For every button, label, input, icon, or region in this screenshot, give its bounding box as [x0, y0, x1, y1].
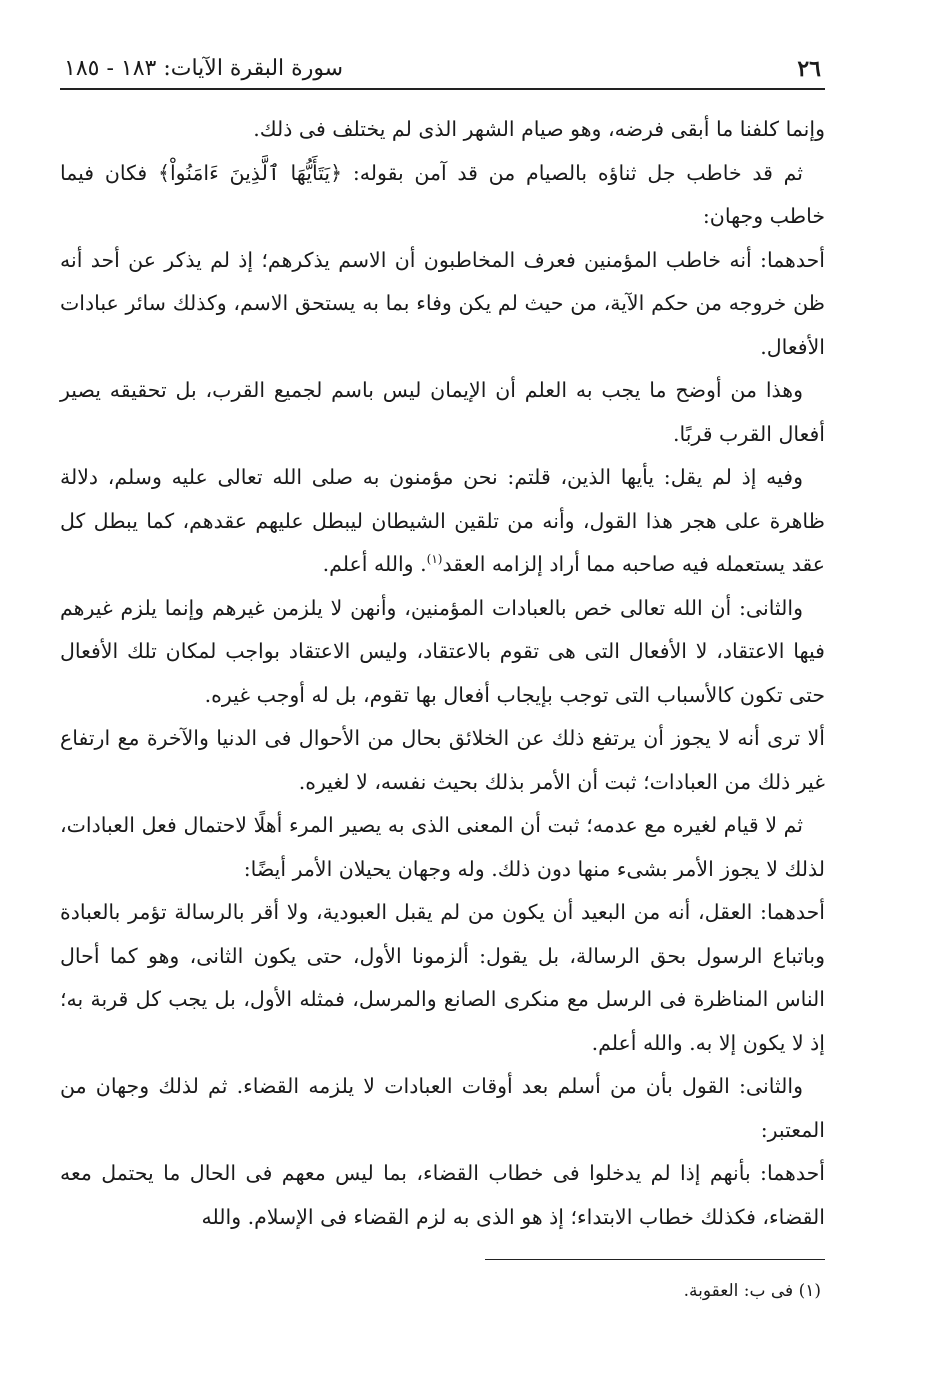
paragraph: أحدهما: أنه خاطب المؤمنين فعرف المخاطبون أن الاسم يذكرهم؛ إذ لم يذكر عن أحد أنه ظن خروجه من حكم الآية، من حيث لم يكن وفاء بما به يستحق الاسم، وكذلك سائر عبادات الأفعال.	[60, 247, 825, 359]
running-title: سورة البقرة الآيات: ١٨٣ - ١٨٥	[64, 56, 344, 81]
paragraph-tail: . والله أعلم.	[322, 552, 427, 577]
paragraph: ألا ترى أنه لا يجوز أن يرتفع ذلك عن الخلائق بحال من الأحوال فى الدنيا والآخرة مع ارتفاع غير ذلك من العبادات؛ ثبت أن الأمر بذلك بحيث نفسه، لا لغيره.	[60, 726, 825, 794]
paragraph: ثم قد خاطب جل ثناؤه بالصيام من قد آمن بقوله: ﴿يَتَأَيُّهَا ٱلَّذِينَ ءَامَنُواْ﴾ فكان فيما خاطب وجهان:	[60, 160, 825, 229]
paragraph-text: وفيه إذ لم يقل: يأيها الذين، قلتم: نحن مؤمنون به صلى الله تعالى عليه وسلم، دلالة ظاهرة على هجر هذا القول، وأنه من تلقين الشيطان ليبطل عليهم عقدهم، كما يبطل كل عقد يستعمله فيه صاحبه مما أراد إلزامه العقد	[60, 465, 825, 577]
paragraph: ثم لا قيام لغيره مع عدمه؛ ثبت أن المعنى الذى به يصير المرء أهلًا لاحتمال فعل العبادات، لذلك لا يجوز الأمر بشىء منها دون ذلك. وله وجهان يحيلان الأمر أيضًا:	[60, 813, 825, 881]
running-header	[60, 48, 825, 90]
body-text	[60, 108, 825, 1239]
paragraph	[60, 456, 825, 587]
footnote: (١) فى ب: العقوبة.	[683, 1281, 821, 1302]
paragraph: وإنما كلفنا ما أبقى فرضه، وهو صيام الشهر الذى لم يختلف فى ذلك.	[253, 117, 825, 142]
paragraph: أحدهما: العقل، أنه من البعيد أن يكون من لم يقبل العبودية، ولا أقر بالرسالة تؤمر بالعبادة وباتباع الرسول بحق الرسالة، بل يقول: ألزمونا الأول، حتى يكون الثانى، وهو كما أحال الناس المناظرة فى الرسل مع منكرى الصانع والمرسل، فمثله الأول، بل يجب كل قربة به؛ إذ لا يكون إلا به. والله أعلم.	[60, 900, 825, 1055]
paragraph: والثانى: أن الله تعالى خص بالعبادات المؤمنين، وأنهن لا يلزمن غيرهم وإنما يلزم غيرهم فيها الاعتقاد، لا الأفعال التى هى تقوم بالاعتقاد، وليس الاعتقاد بواجب لمكان تلك الأفعال حتى تكون كالأسباب التى توجب بإيجاب أفعال بها تقوم، بل له أوجب غيره.	[60, 595, 825, 707]
paragraph: والثانى: القول بأن من أسلم بعد أوقات العبادات لا يلزمه القضاء. ثم لذلك وجهان من المعتبر:	[60, 1074, 825, 1142]
document-page	[60, 48, 825, 1306]
paragraph: وهذا من أوضح ما يجب به العلم أن الإيمان ليس باسم لجميع القرب، بل تحقيقه يصير أفعال القرب قربًا.	[60, 378, 825, 446]
page-number: ٢٦	[797, 56, 821, 82]
paragraph: أحدهما: بأنهم إذا لم يدخلوا فى خطاب القضاء، بما ليس معهم فى الحال ما يحتمل معه القضاء، فكذلك خطاب الابتداء؛ إذ هو الذى به لزم القضاء فى الإسلام. والله	[60, 1161, 825, 1229]
footnote-marker: (١)	[426, 552, 443, 567]
footnote-divider	[485, 1259, 825, 1260]
